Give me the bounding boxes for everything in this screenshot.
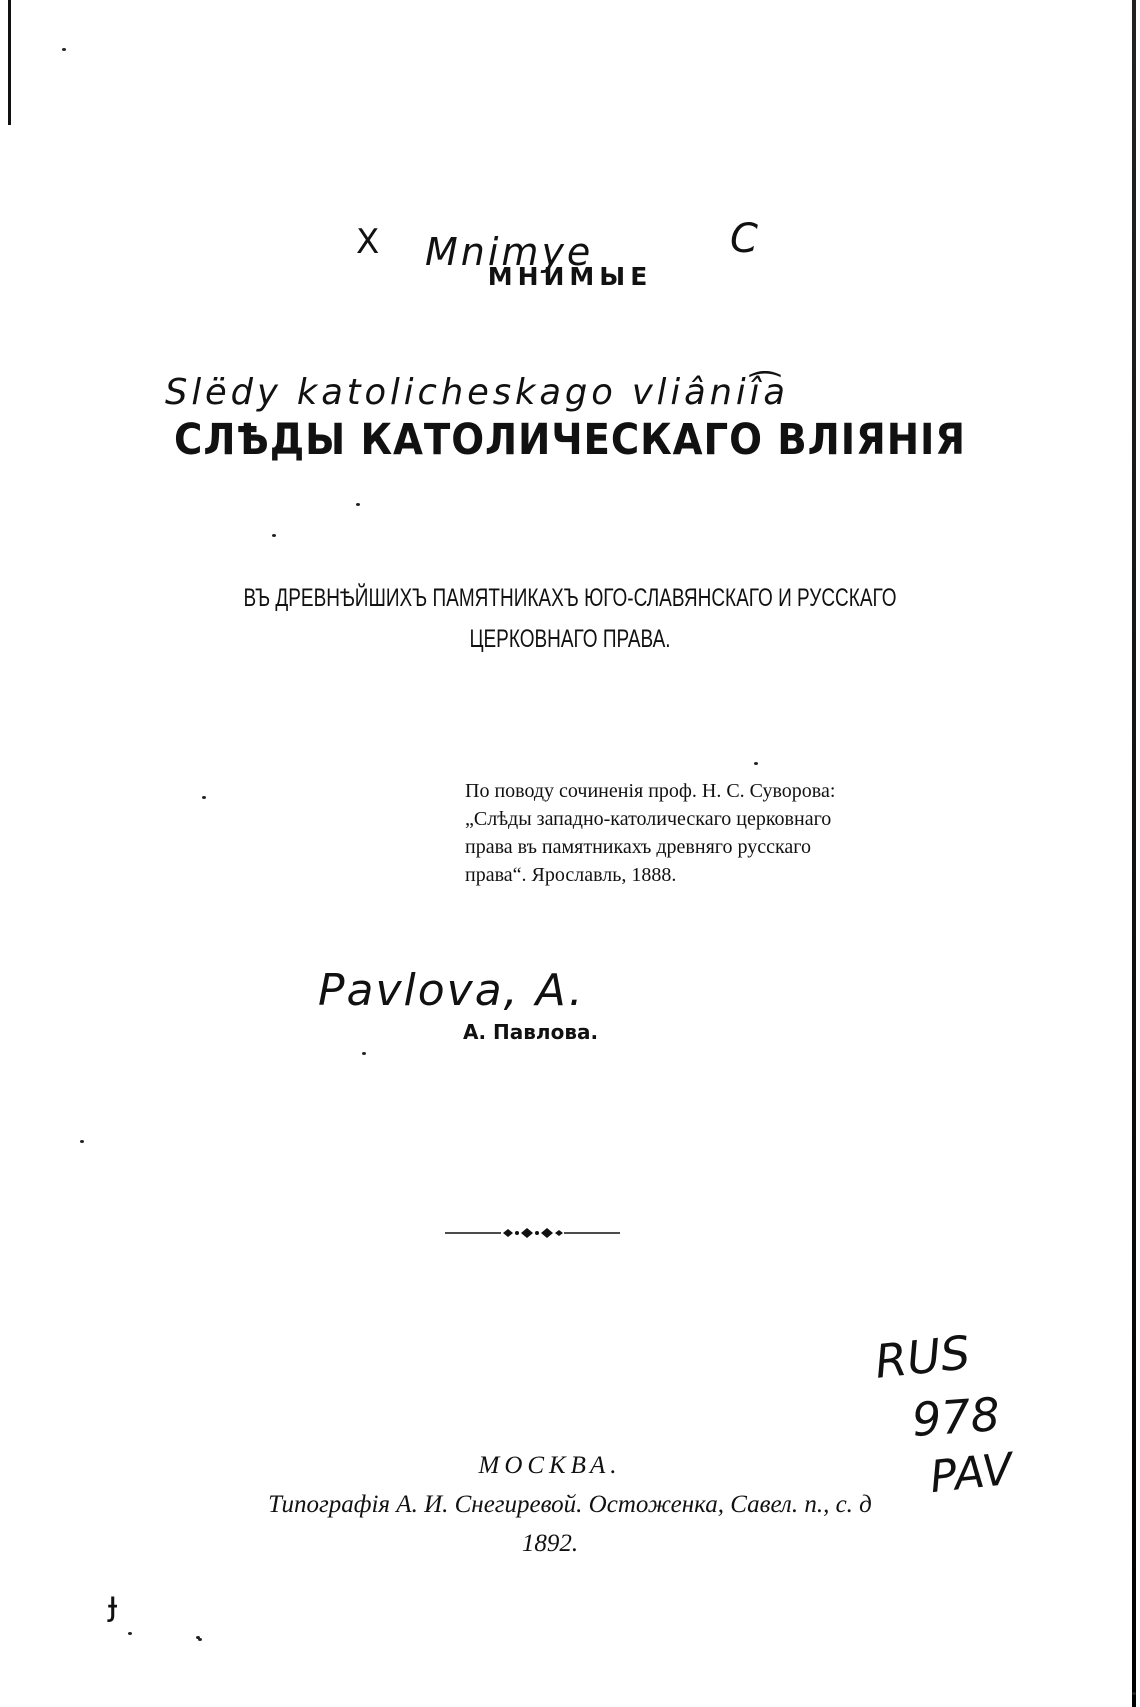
handwritten-shelfmark-line2: 978: [910, 1387, 1002, 1447]
note-line-1: По поводу сочиненія проф. Н. С. Суворова:: [465, 780, 836, 802]
scan-speck: [1132, 1692, 1136, 1695]
scan-speck: [62, 48, 66, 51]
handwritten-mark-x: X: [356, 222, 380, 262]
note-line-2: „Слѣды западно-католическаго церковнаго: [465, 808, 832, 830]
subtitle-line-1: ВЪ ДРЕВНѢЙШИХЪ ПАМЯТНИКАХЪ ЮГО-СЛАВЯНСКАГО И РУССКАГО: [243, 584, 897, 612]
scan-speck: [80, 1140, 84, 1143]
scan-speck: [754, 762, 758, 765]
handwritten-mark-c: C: [730, 216, 758, 262]
scan-speck: [356, 503, 360, 506]
ornament-rule-icon: [445, 1226, 620, 1240]
subtitle-line-2: ЦЕРКОВНАГО ПРАВА.: [469, 625, 671, 653]
note-line-3: права въ памятникахъ древняго русскаго: [465, 836, 811, 858]
scan-speck: [128, 1632, 132, 1635]
imprint-city: МОСКВА.: [478, 1452, 622, 1479]
handwritten-shelfmark-line3: PAV: [927, 1443, 1015, 1504]
handwritten-stroke: ɟ: [108, 1584, 118, 1624]
handwritten-subtitle-transliteration: Slëdy katolicheskago vliâniî͡a: [165, 372, 789, 413]
scan-speck: [202, 796, 206, 799]
handwritten-author-transliteration: Pavlova, A.: [318, 965, 585, 1016]
scan-speck: [198, 1638, 202, 1641]
scan-edge-left: [8, 0, 11, 125]
scan-edge-right: [1132, 0, 1136, 1707]
handwritten-shelfmark-line1: RUS: [872, 1325, 973, 1389]
imprint-printer: Типографія А. И. Снегиревой. Остоженка, Савел. п., с. д: [268, 1491, 872, 1518]
scan-speck: [362, 1052, 366, 1055]
title-line-1: МНИМЫЕ: [487, 262, 653, 291]
title-line-2: СЛѢДЫ КАТОЛИЧЕСКАГО ВЛІЯНІЯ: [174, 415, 966, 465]
imprint-year: 1892.: [521, 1530, 579, 1557]
author-name: А. Павлова.: [463, 1020, 599, 1044]
note-line-4: права“. Ярославль, 1888.: [465, 864, 677, 886]
scan-speck: [272, 534, 276, 537]
handwritten-title-transliteration: Mnimye: [425, 230, 594, 274]
